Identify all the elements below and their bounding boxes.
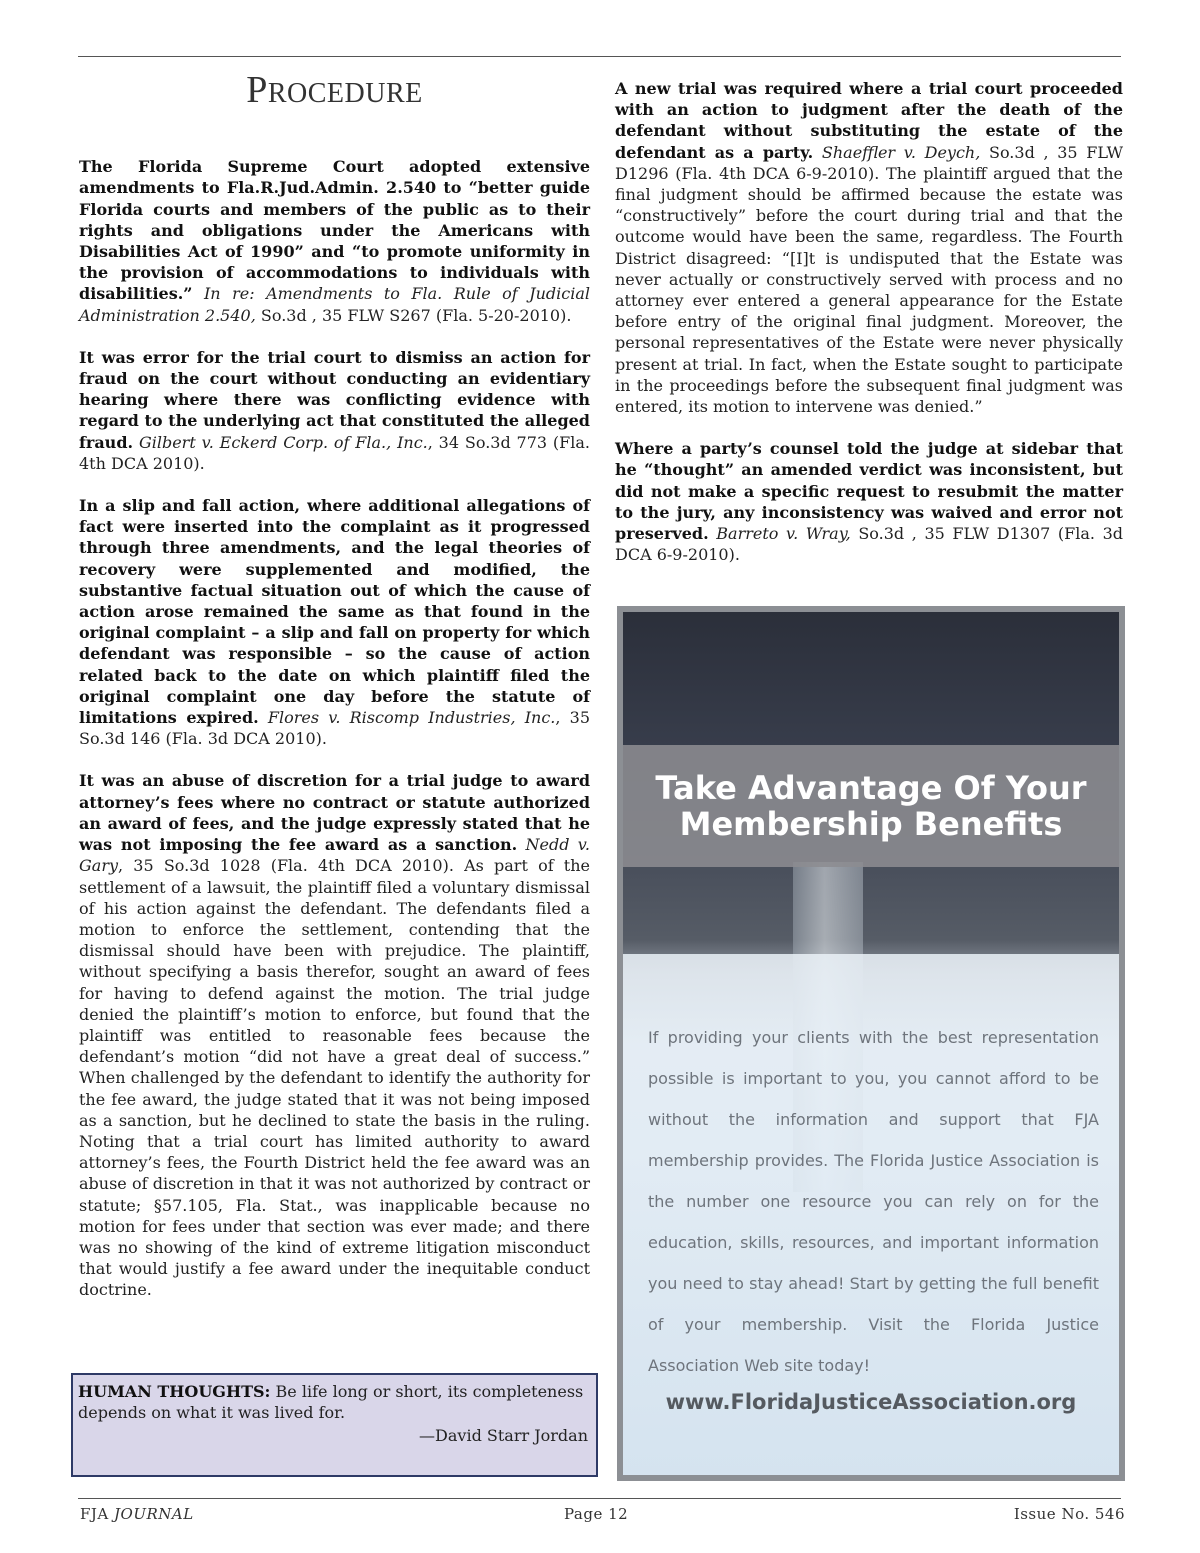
footer-issue-number: Issue No. 546 — [1013, 1505, 1125, 1523]
case-details: So.3d , 35 FLW D1296 (Fla. 4th DCA 6-9-2010). The plaintiff argued that the final judgment should be affirmed because the estate was “constructively” before the court during trial and that the outcome would have been the same, regardless. The Fourth District disagreed: “[I]t is undisputed that the Estate was never actually or constructively served with process and no attorney ever entered a general appearance for the Estate before entry of the original final judgment. Moreover, the personal representatives of the Estate were never physically present at trial. In fact, when the Estate sought to participate in the proceedings before the subsequent final judgment was entered, its motion to intervene was denied.” — [615, 142, 1124, 417]
section-title — [79, 69, 590, 111]
case-citation: In re: Amendments to Fla. Rule of Judicial Administration 2.540, — [79, 284, 590, 325]
quote-attribution: —David Starr Jordan — [419, 1426, 588, 1445]
case-details: So.3d , 35 FLW S267 (Fla. 5-20-2010). — [260, 305, 572, 325]
membership-ad — [617, 606, 1125, 1481]
right-column — [615, 78, 1123, 586]
case-holding: It was an abuse of discretion for a trial judge to award attorney’s fees where no contract or statute authorized an award of fees, and the judge expressly stated that he was not imposing the fee award as a sanction. — [79, 771, 590, 855]
human-thoughts-quote — [71, 1373, 598, 1477]
section-title-rest: ROCEDURE — [267, 78, 423, 109]
ad-headline-band — [623, 745, 1119, 867]
ad-website-link[interactable]: www.FloridaJusticeAssociation.org — [665, 1390, 1077, 1414]
top-rule — [78, 56, 1121, 57]
quote-text: Be life long or short, its completeness depends on what it was lived for. — [78, 1382, 584, 1422]
case-paragraph — [79, 347, 590, 474]
case-details: , 35 So.3d 1028 (Fla. 4th DCA 2010). As part of the settlement of a lawsuit, the plaintiff filed a voluntary dismissal of his action against the defendant. The defendants filed a motion to enforce the settlement, contending that the dismissal should have been with prejudice. The plaintiff, without specifying a basis therefor, sought an award of fees for having to defend against the motion. The trial judge denied the plaintiff’s motion to enforce, but found that the plaintiff was entitled to reasonable fees because the defendant’s motion “did not have a great deal of success.” When challenged by the defendant to identify the authority for the fee award, the judge stated that it was not being imposed as a sanction, but he declined to state the basis in the ruling. Noting that a trial court has limited authority to award attorney’s fees, the Fourth District held the fee award was an abuse of discretion in that it was not authorized by contract or statute; §57.105, Fla. Stat., was inapplicable because no motion for fees under that section was ever made; and there was no showing of the kind of extreme litigation misconduct that would justify a fee award under the inequitable conduct doctrine. — [79, 856, 590, 1300]
case-details: , 34 So.3d 773 (Fla. 4th DCA 2010). — [79, 432, 591, 473]
ad-body-text: If providing your clients with the best representation possible is important to you, you cannot afford to be without the information and support that FJA membership provides. The Florida Justice Association is the number one resource you can rely on for the education, skills, resources, and important information you need to stay ahead! Start by getting the full benefit of your membership. Visit the Florida Justice Association Web site today! — [648, 1028, 1099, 1375]
quote-text-line — [78, 1381, 588, 1423]
case-holding: A new trial was required where a trial court proceeded with an action to judgment after the death of the defendant without substituting the estate of the defendant as a party. — [615, 79, 1123, 162]
case-holding: It was error for the trial court to dismiss an action for fraud on the court without conducting an evidentiary hearing where there was conflicting evidence with regard to the underlying act that constituted the alleged fraud. — [79, 347, 590, 452]
case-details: , 35 So.3d 146 (Fla. 3d DCA 2010). — [79, 708, 591, 749]
case-citation: Gilbert v. Eckerd Corp. of Fla., Inc. — [138, 432, 428, 452]
footer-publication — [80, 1505, 194, 1523]
case-paragraph — [615, 438, 1123, 565]
case-holding: Where a party’s counsel told the judge at sidebar that he “thought” an amended verdict was inconsistent, but did not make a specific request to resubmit the matter to the jury, any inconsistency was waived and error not preserved. — [615, 439, 1123, 544]
ad-photo-background — [623, 612, 1119, 1475]
footer-publication-prefix: FJA — [80, 1505, 109, 1523]
ad-headline: Take Advantage Of Your Membership Benefits — [655, 769, 1087, 843]
case-paragraph — [79, 495, 590, 749]
case-citation: Flores v. Riscomp Industries, Inc. — [267, 708, 556, 728]
footer-page-number: Page 12 — [564, 1505, 629, 1523]
case-paragraph — [615, 78, 1123, 417]
left-column — [79, 69, 591, 1322]
case-citation: Barreto v. Wray, — [716, 524, 851, 544]
case-holding: The Florida Supreme Court adopted extensive amendments to Fla.R.Jud.Admin. 2.540 to “better guide Florida courts and members of the public as to their rights and obligations under the Americans with Disabilities Act of 1990” and “to promote uniformity in the provision of accommodations to individuals with disabilities.” — [79, 157, 590, 304]
quote-label: HUMAN THOUGHTS: — [78, 1382, 271, 1401]
bottom-rule — [78, 1498, 1121, 1499]
case-holding: In a slip and fall action, where additional allegations of fact were inserted into the complaint as it progressed through three amendments, and the legal theories of recovery were supplemented and modified, the substantive factual situation out of which the cause of action arose remained the same as that found in the original complaint – a slip and fall on property for which defendant was responsible – so the cause of action related back to the date on which plaintiff filed the original complaint one day before the statute of limitations expired. — [79, 496, 590, 728]
footer-publication-name: JOURNAL — [114, 1505, 194, 1523]
case-paragraph — [79, 156, 590, 326]
case-citation: Nedd v. Gary — [79, 835, 591, 876]
section-title-initial: P — [246, 69, 268, 111]
case-paragraph — [79, 770, 590, 1300]
case-citation: Shaeffler v. Deych, — [821, 142, 981, 162]
case-details: So.3d , 35 FLW D1307 (Fla. 3d DCA 6-9-2010). — [615, 524, 1124, 565]
